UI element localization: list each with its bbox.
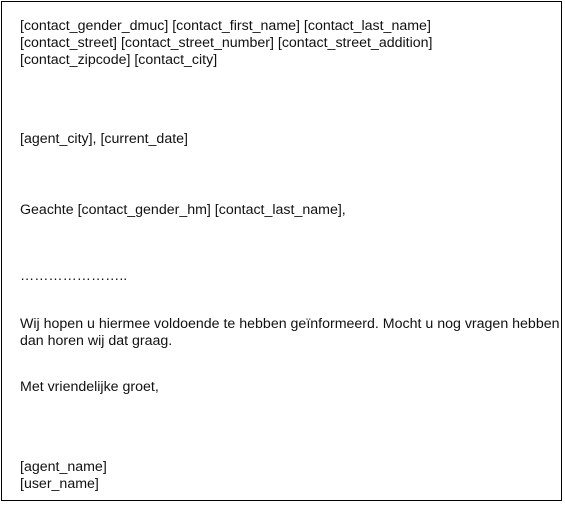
- signature-user-name: [user_name]: [20, 476, 99, 492]
- address-line-name: [contact_gender_dmuc] [contact_first_name] [contact_last_name]: [20, 18, 431, 34]
- body-placeholder: …………………..: [20, 268, 128, 284]
- closing-paragraph: Wij hopen u hiermee voldoende te hebben geïnformeerd. Mocht u nog vragen hebben dan horen wij dat graag.: [20, 316, 560, 349]
- address-line-city: [contact_zipcode] [contact_city]: [20, 52, 218, 68]
- signature-agent-name: [agent_name]: [20, 459, 107, 475]
- greeting: Met vriendelijke groet,: [20, 379, 159, 395]
- salutation: Geachte [contact_gender_hm] [contact_last_name],: [20, 202, 346, 218]
- address-line-street: [contact_street] [contact_street_number] [contact_street_addition]: [20, 35, 433, 51]
- letter-template: [1, 1, 562, 501]
- place-date: [agent_city], [current_date]: [20, 131, 188, 147]
